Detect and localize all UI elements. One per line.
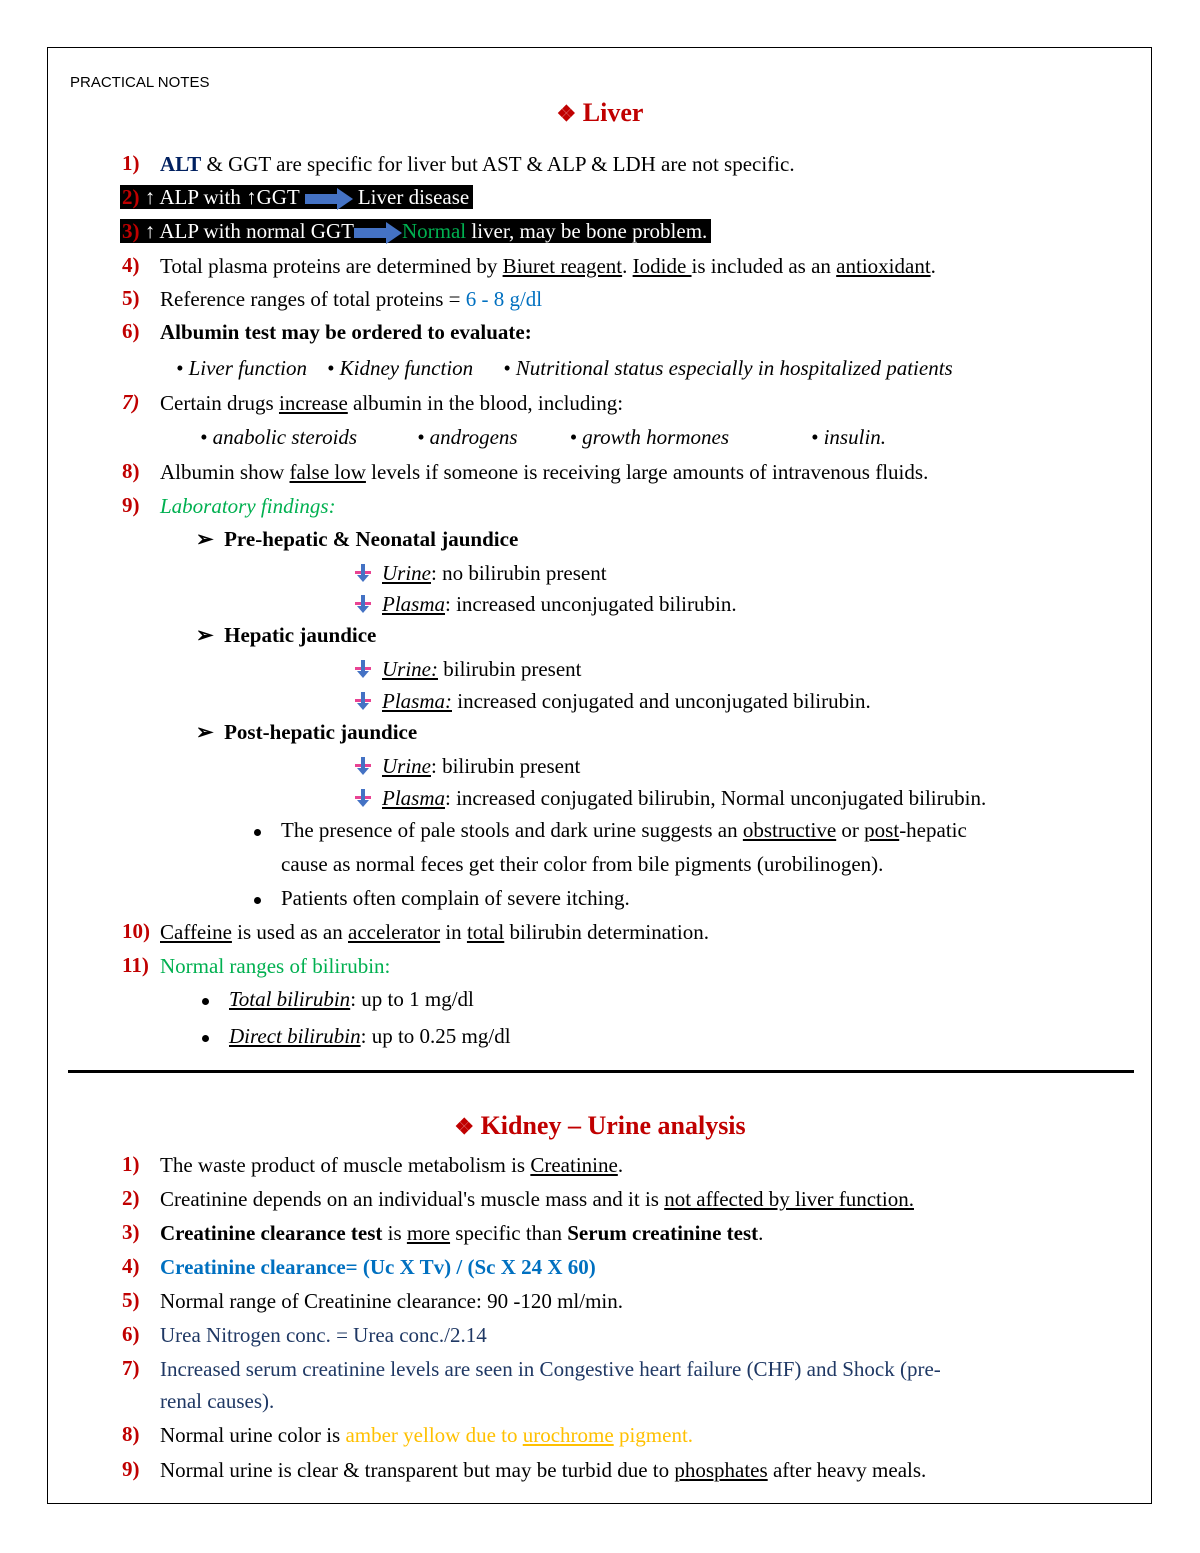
liver-item-11: Normal ranges of bilirubin:	[160, 954, 391, 978]
diamond-bullet-icon: ❖	[556, 101, 577, 126]
post-hepatic-plasma: Plasma: increased conjugated bilirubin, Normal unconjugated bilirubin.	[354, 785, 986, 811]
down-arrow-bullet-icon	[354, 692, 372, 710]
kidney-item-4: Creatinine clearance= (Uc X Tv) / (Sc X 24 X 60)	[160, 1255, 596, 1279]
kidney-item-2: Creatinine depends on an individual's muscle mass and it is not affected by liver function.	[160, 1187, 914, 1211]
liver-item-9: Laboratory findings:	[160, 494, 336, 518]
liver-item-1: ALT & GGT are specific for liver but AST & ALP & LDH are not specific.	[160, 152, 795, 176]
item-number: 1)	[122, 151, 140, 175]
item-number: 8)	[122, 1422, 140, 1446]
drugs-list: • anabolic steroids • androgens • growth hormones • insulin.	[200, 425, 887, 449]
liver-item-4: Total plasma proteins are determined by Biuret reagent. Iodide is included as an antioxidant.	[160, 254, 936, 278]
pre-hepatic-urine: Urine: no bilirubin present	[354, 560, 607, 586]
item-number: 9)	[122, 493, 140, 517]
bullet-dot-icon	[202, 998, 209, 1005]
kidney-item-5: Normal range of Creatinine clearance: 90 -120 ml/min.	[160, 1289, 623, 1313]
item-number: 1)	[122, 1152, 140, 1176]
kidney-item-9: Normal urine is clear & transparent but may be turbid due to phosphates after heavy meals.	[160, 1458, 927, 1482]
item-number: 2)	[122, 1186, 140, 1210]
item-number: 10)	[122, 919, 150, 943]
liver-item-6: Albumin test may be ordered to evaluate:	[160, 320, 532, 344]
right-arrow-icon	[305, 188, 353, 210]
arrowhead-bullet-icon: ➢	[196, 720, 214, 744]
item-number: 9)	[122, 1457, 140, 1481]
pre-hepatic-plasma: Plasma: increased unconjugated bilirubin.	[354, 591, 737, 617]
bullet-dot-icon	[254, 829, 261, 836]
hepatic-heading: ➢ Hepatic jaundice	[196, 623, 377, 647]
item-number: 7)	[122, 1356, 140, 1380]
bullet-dot-icon	[202, 1035, 209, 1042]
liver-item-5: Reference ranges of total proteins = 6 - 8 g/dl	[160, 287, 543, 311]
total-bilirubin-bullet: Total bilirubin: up to 1 mg/dl	[202, 986, 474, 1012]
down-arrow-bullet-icon	[354, 660, 372, 678]
section-divider	[68, 1070, 1134, 1073]
arrowhead-bullet-icon: ➢	[196, 623, 214, 647]
item-number: 6)	[122, 319, 140, 343]
albumin-evaluate-list: • Liver function • Kidney function • Nutritional status especially in hospitalized patients	[176, 356, 953, 380]
kidney-item-7: Increased serum creatinine levels are seen in Congestive heart failure (CHF) and Shock (pre-	[160, 1357, 941, 1381]
liver-item-10: Caffeine is used as an accelerator in total bilirubin determination.	[160, 920, 709, 944]
down-arrow-bullet-icon	[354, 757, 372, 775]
kidney-item-8: Normal urine color is amber yellow due to urochrome pigment.	[160, 1423, 694, 1447]
kidney-item-1: The waste product of muscle metabolism is Creatinine.	[160, 1153, 624, 1177]
item-number: 11)	[122, 953, 149, 977]
liver-item-8: Albumin show false low levels if someone is receiving large amounts of intravenous fluids.	[160, 460, 929, 484]
down-arrow-bullet-icon	[354, 595, 372, 613]
itching-bullet: Patients often complain of severe itching.	[254, 885, 630, 911]
direct-bilirubin-bullet: Direct bilirubin: up to 0.25 mg/dl	[202, 1023, 511, 1049]
liver-item-3: 3) ↑ ALP with normal GGT Normal liver, may be bone problem.	[120, 218, 711, 244]
pale-stools-bullet: The presence of pale stools and dark urine suggests an obstructive or post-hepatic	[254, 817, 967, 843]
item-number: 8)	[122, 459, 140, 483]
item-number: 4)	[122, 253, 140, 277]
item-number: 4)	[122, 1254, 140, 1278]
liver-item-2: 2) ↑ ALP with ↑GGT Liver disease	[120, 184, 473, 210]
kidney-item-7-continuation: renal causes).	[160, 1389, 275, 1413]
pre-hepatic-heading: ➢ Pre-hepatic & Neonatal jaundice	[196, 527, 519, 551]
diamond-bullet-icon: ❖	[454, 1114, 475, 1139]
item-number: 5)	[122, 286, 140, 310]
hepatic-plasma: Plasma: increased conjugated and unconjugated bilirubin.	[354, 688, 871, 714]
right-arrow-icon	[354, 222, 402, 244]
page-header: PRACTICAL NOTES	[70, 74, 210, 91]
post-hepatic-urine: Urine: bilirubin present	[354, 753, 580, 779]
bullet-dot-icon	[254, 897, 261, 904]
kidney-section-title: ❖ Kidney – Urine analysis	[454, 1111, 746, 1140]
arrowhead-bullet-icon: ➢	[196, 527, 214, 551]
post-hepatic-heading: ➢ Post-hepatic jaundice	[196, 720, 418, 744]
liver-item-7: Certain drugs increase albumin in the blood, including:	[160, 391, 624, 415]
down-arrow-bullet-icon	[354, 564, 372, 582]
item-number: 3)	[122, 1220, 140, 1244]
kidney-item-6: Urea Nitrogen conc. = Urea conc./2.14	[160, 1323, 487, 1347]
kidney-item-3: Creatinine clearance test is more specific than Serum creatinine test.	[160, 1221, 764, 1245]
item-number: 6)	[122, 1322, 140, 1346]
down-arrow-bullet-icon	[354, 789, 372, 807]
pale-stools-continuation: cause as normal feces get their color from bile pigments (urobilinogen).	[281, 852, 884, 876]
item-number: 7)	[122, 390, 140, 414]
item-number: 5)	[122, 1288, 140, 1312]
liver-section-title: ❖ Liver	[556, 98, 644, 127]
hepatic-urine: Urine: bilirubin present	[354, 656, 581, 682]
